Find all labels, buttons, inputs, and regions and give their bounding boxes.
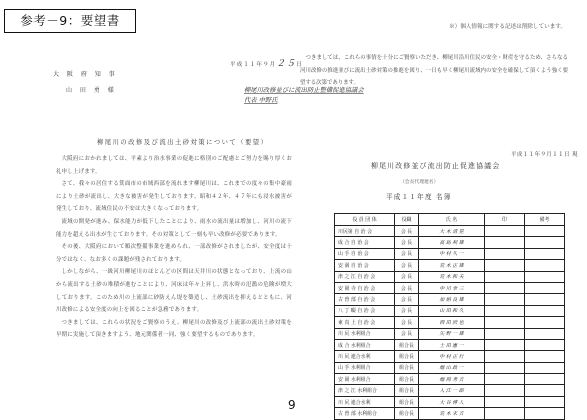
- row-position: 会 長: [395, 317, 419, 328]
- row-remarks: [525, 271, 565, 282]
- row-position: 会 長: [395, 271, 419, 282]
- row-name: 加 納 良 雄: [419, 294, 485, 305]
- table-row: [335, 408, 565, 419]
- row-remarks: [525, 248, 565, 259]
- row-position: 組合長: [395, 362, 419, 373]
- row-name: 大 木 清 晃: [419, 226, 485, 237]
- row-remarks: [525, 317, 565, 328]
- letter-paragraph: その後、大阪府において順次整備事業を進められ、一部改修がされましたが、安全度は十分ではなく、なお多くの課題が残されております。: [56, 244, 292, 263]
- table-row: [335, 385, 565, 396]
- table-row: [335, 339, 565, 350]
- row-seal: [485, 328, 525, 339]
- letter-date-printed: 平成１１年９月: [230, 62, 277, 68]
- row-remarks: [525, 305, 565, 316]
- table-row: [335, 294, 565, 305]
- letter-paragraph: 大阪府におかれましては、平素より治水事業の促進に格別のご配慮とご努力を賜り厚くお礼申し上げます。: [56, 156, 292, 175]
- roster-date: 平成１１年９月１１日 現: [511, 152, 579, 158]
- row-position: 組合長: [395, 408, 419, 419]
- row-remarks: [525, 408, 565, 419]
- row-seal: [485, 317, 525, 328]
- row-seal: [485, 351, 525, 362]
- row-name: 中 村 久 一: [419, 248, 485, 259]
- right-intro-paragraph: つきましては、これらの事情を十分にご賢察いただき、柳尾川沿川住民の安全・財産を守るため、さらなる河川改修の推進並びに流出土砂対策の推進を図り、一日も早く柳尾川流域内の安全を確保して頂くよう強く要望する次第であります。: [300, 55, 568, 87]
- row-organization: 成 合 自 治 会: [335, 237, 395, 248]
- row-seal: [485, 282, 525, 293]
- row-seal: [485, 362, 525, 373]
- row-organization: 成 合 水利組合: [335, 339, 395, 350]
- row-position: 会 長: [395, 260, 419, 271]
- row-seal: [485, 237, 525, 248]
- row-position: 組合長: [395, 351, 419, 362]
- letter-date-suffix: 日: [296, 62, 303, 68]
- row-organization: 安 岡 寺 自 治 会: [335, 282, 395, 293]
- table-row: [335, 374, 565, 385]
- page-number: 9: [288, 398, 296, 412]
- row-organization: 川 尻 水利組合: [335, 328, 395, 339]
- row-name: 堀 山 政 一: [419, 362, 485, 373]
- row-remarks: [525, 260, 565, 271]
- sender-stamp-line-1: 柳尾川改修並びに流出防止整備促進協議会: [244, 87, 364, 94]
- row-organization: 八 丁 畷 自 治 会: [335, 305, 395, 316]
- row-organization: 津 之 江 自 治 会: [335, 271, 395, 282]
- recipient-name: 山 田 勇 様: [66, 87, 117, 94]
- table-row: [335, 362, 565, 373]
- table-row: [335, 396, 565, 407]
- signature-table-header: [335, 214, 565, 226]
- row-name: 矢 野 一 雄: [419, 328, 485, 339]
- row-remarks: [525, 351, 565, 362]
- row-seal: [485, 339, 525, 350]
- letter-paragraph: つきましては、これらの状況をご賢察のうえ、柳尾川の改修及び上流部の流出土砂対策を早期に実施して頂きますよう、地元関係者一同、強く要望するものであります。: [56, 319, 292, 339]
- header-seal: 印: [485, 214, 525, 226]
- table-row: [335, 282, 565, 293]
- row-seal: [485, 294, 525, 305]
- letter-paragraph: さて、我々の居住する箕面市の市域西部を流れます柳尾川は、これまでの度々の集中豪雨により土砂が流出し、大きな被害が発生しております。昭和４２年、４７年にも浸水被害が発生しており、流域住民の不安は大きくなっております。: [56, 181, 292, 213]
- row-name: 西 田 欣 也: [419, 317, 485, 328]
- row-seal: [485, 271, 525, 282]
- row-name: 大 谷 博 人: [419, 396, 485, 407]
- association-name: 柳尾川改修並び流出防止促進協議会: [371, 162, 501, 170]
- row-name: 中 村 正 行: [419, 351, 485, 362]
- row-name: 荒 木 末 吉: [419, 408, 485, 419]
- header-position: 役職: [395, 214, 419, 226]
- row-name: 高 島 利 雄: [419, 237, 485, 248]
- row-position: 会 長: [395, 328, 419, 339]
- table-row: [335, 271, 565, 282]
- row-name: 荒 木 和 夫: [419, 271, 485, 282]
- row-organization: 安 満 自 治 会: [335, 260, 395, 271]
- row-organization: 安 岡 水利組合: [335, 374, 395, 385]
- row-seal: [485, 374, 525, 385]
- row-seal: [485, 226, 525, 237]
- row-seal: [485, 305, 525, 316]
- row-name: 堀 岡 秀 吉: [419, 374, 485, 385]
- row-position: 会 長: [395, 282, 419, 293]
- row-name: 入 江 一 郎: [419, 385, 485, 396]
- table-row: [335, 351, 565, 362]
- row-name: 荒 木 正 雄: [419, 260, 485, 271]
- row-position: 組合長: [395, 385, 419, 396]
- row-position: 会 長: [395, 305, 419, 316]
- row-position: 組合長: [395, 374, 419, 385]
- row-organization: 山 手 水利組合: [335, 362, 395, 373]
- row-name: 中 川 幸 三: [419, 282, 485, 293]
- row-seal: [485, 408, 525, 419]
- row-position: 会 長: [395, 248, 419, 259]
- letter-paragraph: 流域の開発が進み、保水能力が低下したことにより、雨水の流出量は増加し、河川の流下能力を超える出水が生じております。その対策として一刻も早い改修が必要であります。: [56, 218, 292, 238]
- association-sub: （会長代理連名）: [400, 180, 439, 185]
- row-name: 山 田 和 久: [419, 305, 485, 316]
- table-row: [335, 260, 565, 271]
- row-remarks: [525, 339, 565, 350]
- sender-stamp-line-2: 代表 中野氏: [244, 97, 278, 104]
- row-name: 土 田 憲 一: [419, 339, 485, 350]
- row-remarks: [525, 237, 565, 248]
- row-position: 組合長: [395, 339, 419, 350]
- row-position: 会 長: [395, 294, 419, 305]
- row-organization: 津 之 江 水利組合: [335, 385, 395, 396]
- header-remarks: 備考: [525, 214, 565, 226]
- row-remarks: [525, 294, 565, 305]
- signature-heading: 平成１１年度 名簿: [386, 193, 452, 201]
- row-remarks: [525, 282, 565, 293]
- table-row: [335, 226, 565, 237]
- table-row: [335, 237, 565, 248]
- row-remarks: [525, 396, 565, 407]
- table-row: [335, 305, 565, 316]
- row-remarks: [525, 362, 565, 373]
- right-intro: [300, 52, 568, 90]
- row-seal: [485, 248, 525, 259]
- header-organization: 役 員 団 体: [335, 214, 395, 226]
- row-organization: 東 真 上 自 治 会: [335, 317, 395, 328]
- letter-date: [230, 56, 303, 69]
- row-organization: 古 曽 部 自 治 会: [335, 294, 395, 305]
- letter-date-handwritten-day: ２５: [276, 59, 297, 69]
- letter-paragraph: しかしながら、一級河川柳尾川のほとんどの区間は天井川の状態となっており、上流の山から流出する土砂の堆積が進むことにより、河床は年々上昇し、洪水時の氾濫の危険が増大しております。このため川の上流部に砂防えん堤を築造し、土砂流出を抑えるとともに、河川改修による安全度の向上を図ることが急務であります。: [56, 269, 292, 314]
- row-organization: 山 手 自 治 会: [335, 248, 395, 259]
- reference-tag: 参考－9：要望書: [4, 9, 136, 33]
- table-row: [335, 317, 565, 328]
- personal-info-note: ※）個人情報に関する記述は削除しています。: [449, 24, 567, 30]
- row-remarks: [525, 385, 565, 396]
- signature-table: [334, 213, 565, 420]
- letter-body: [56, 153, 292, 342]
- row-seal: [485, 260, 525, 271]
- header-name: 氏 名: [419, 214, 485, 226]
- recipient-title: 大 阪 府 知 事: [53, 71, 118, 78]
- letter-title: 柳尾川の改修及び流出土砂対策について（要望）: [97, 139, 269, 146]
- row-organization: 川 尻 連合水利: [335, 351, 395, 362]
- row-position: 会 長: [395, 237, 419, 248]
- row-position: 会 長: [395, 226, 419, 237]
- row-remarks: [525, 226, 565, 237]
- row-organization: 川尻第 自 治 会: [335, 226, 395, 237]
- row-position: 組合長: [395, 396, 419, 407]
- row-seal: [485, 396, 525, 407]
- table-row: [335, 248, 565, 259]
- table-row: [335, 328, 565, 339]
- row-seal: [485, 385, 525, 396]
- row-organization: 古 曽 部 水利組合: [335, 408, 395, 419]
- row-remarks: [525, 374, 565, 385]
- row-remarks: [525, 328, 565, 339]
- signature-table-body: [335, 226, 565, 420]
- row-organization: 川 尻 連合水利: [335, 396, 395, 407]
